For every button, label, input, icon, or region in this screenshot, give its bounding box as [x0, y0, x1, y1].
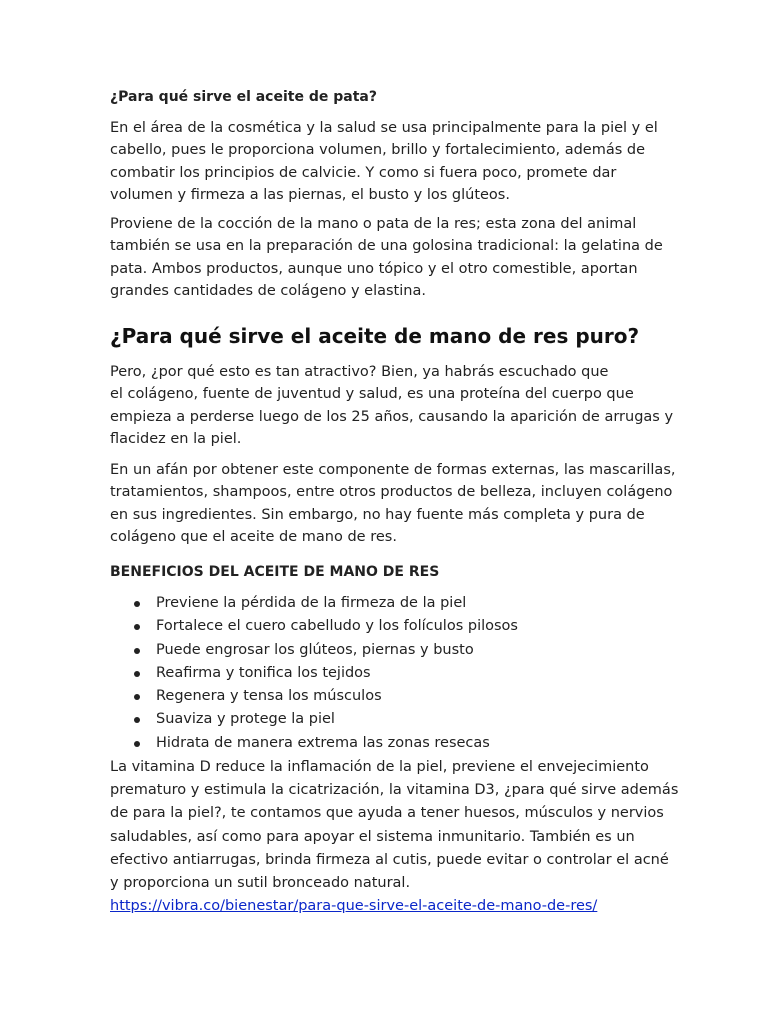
bullet-icon	[134, 671, 140, 677]
bullet-icon	[134, 648, 140, 654]
list-item	[110, 708, 518, 731]
paragraph-origin	[110, 213, 663, 302]
text-line: también se usa en la preparación de una golosina tradicional: la gelatina de	[110, 238, 663, 255]
bullet-icon	[134, 694, 140, 700]
text-line: colágeno que el aceite de mano de res.	[110, 528, 397, 545]
bullet-icon	[134, 601, 140, 607]
paragraph-uses	[110, 117, 660, 206]
text-line: prematuro y estimula la cicatrización, la vitamina D3, ¿para qué sirve además	[110, 782, 679, 799]
paragraph-vitamin-d	[110, 756, 679, 895]
text-line: tratamientos, shampoos, entre otros productos de belleza, incluyen colágeno	[110, 484, 673, 501]
list-item-label: Suaviza y protege la piel	[156, 711, 335, 728]
text-line: y proporciona un sutil bronceado natural.	[110, 875, 411, 892]
bullet-icon	[134, 741, 140, 747]
list-item-label: Hidrata de manera extrema las zonas resecas	[156, 734, 490, 751]
benefits-heading: BENEFICIOS DEL ACEITE DE MANO DE RES	[110, 564, 440, 580]
text-line: el colágeno, fuente de juventud y salud, es una proteína del cuerpo que	[110, 386, 634, 403]
text-line: Pero, ¿por qué esto es tan atractivo? Bien, ya habrás escuchado que	[110, 364, 609, 380]
list-item	[110, 639, 518, 662]
paragraph-collagen	[110, 361, 674, 450]
text-line: efectivo antiarrugas, brinda firmeza al cutis, puede evitar o controlar el acné	[110, 851, 669, 868]
text-line: La vitamina D reduce la inflamación de la piel, previene el envejecimiento	[110, 759, 649, 775]
text-line: de para la piel?, te contamos que ayuda a tener huesos, músculos y nervios	[110, 805, 664, 822]
bullet-icon	[134, 624, 140, 630]
text-line: volumen y firmeza a las piernas, el busto y los glúteos.	[110, 186, 510, 203]
benefits-list	[110, 592, 518, 755]
list-item-label: Fortalece el cuero cabelludo y los folículos pilosos	[156, 618, 518, 635]
text-line: empieza a perderse luego de los 25 años, causando la aparición de arrugas y	[110, 408, 674, 425]
text-line: Proviene de la cocción de la mano o pata de la res; esta zona del animal	[110, 216, 637, 232]
paragraph-products	[110, 459, 676, 548]
list-item-label: Previene la pérdida de la firmeza de la piel	[156, 595, 467, 611]
text-line: cabello, pues le proporciona volumen, brillo y fortalecimiento, además de	[110, 142, 646, 159]
section-heading-aceite-de-pata: ¿Para qué sirve el aceite de pata?	[110, 89, 377, 105]
list-item	[110, 615, 518, 638]
text-line: En el área de la cosmética y la salud se usa principalmente para la piel y el	[110, 120, 658, 136]
page-title-mano-de-res: ¿Para qué sirve el aceite de mano de res puro?	[110, 324, 640, 348]
text-line: flacidez en la piel.	[110, 430, 242, 447]
list-item-label: Puede engrosar los glúteos, piernas y busto	[156, 641, 474, 658]
text-line: en sus ingredientes. Sin embargo, no hay fuente más completa y pura de	[110, 506, 645, 523]
list-item	[110, 592, 518, 615]
bullet-icon	[134, 717, 140, 723]
list-item-label: Regenera y tensa los músculos	[156, 688, 382, 705]
list-item	[110, 732, 518, 755]
text-line: combatir los principios de calvicie. Y como si fuera poco, promete dar	[110, 164, 617, 181]
text-line: En un afán por obtener este componente de formas externas, las mascarillas,	[110, 462, 676, 478]
list-item	[110, 662, 518, 685]
text-line: saludables, así como para apoyar el sistema inmunitario. También es un	[110, 828, 635, 845]
source-link[interactable]: https://vibra.co/bienestar/para-que-sirve-el-aceite-de-mano-de-res/	[110, 898, 598, 914]
text-line: pata. Ambos productos, aunque uno tópico y el otro comestible, aportan	[110, 260, 638, 277]
text-line: grandes cantidades de colágeno y elastina.	[110, 282, 426, 299]
list-item	[110, 685, 518, 708]
list-item-label: Reafirma y tonifica los tejidos	[156, 664, 371, 681]
